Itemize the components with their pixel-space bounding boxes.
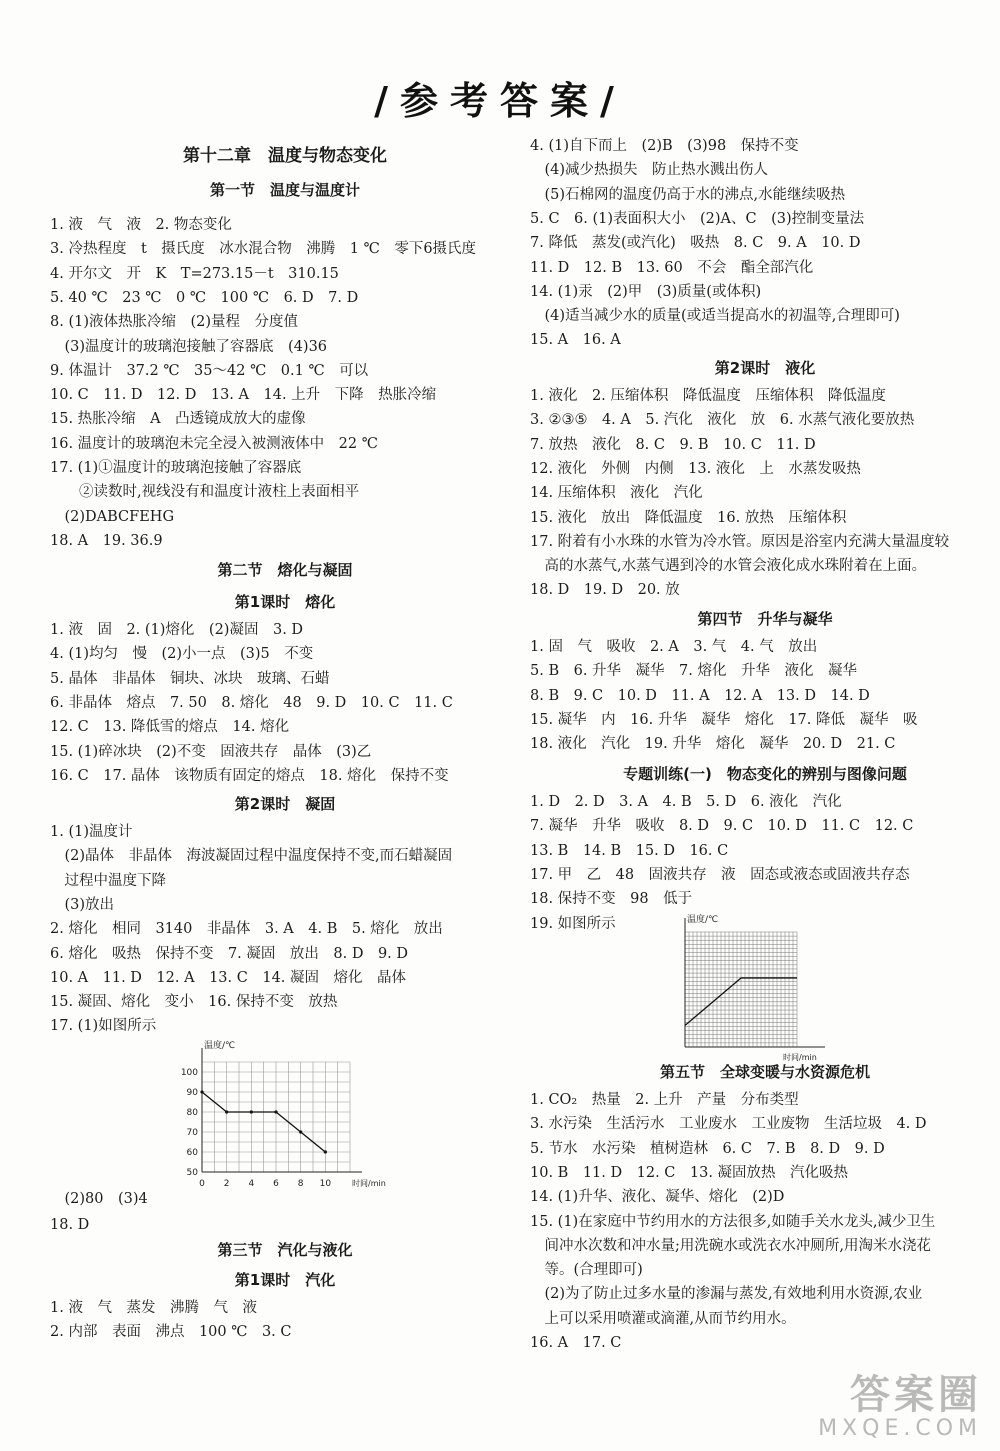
answer-line: 5. C 6. (1)表面积大小 (2)A、C (3)控制变量法 [530,210,865,227]
answer-line: 7. 降低 蒸发(或汽化) 吸热 8. C 9. A 10. D [530,235,861,252]
x-axis-label: 时间/min [783,1053,817,1062]
answer-line: 15. (1)碎冰块 (2)不变 固液共存 晶体 (3)乙 [50,743,372,760]
answer-line: 间冲水次数和冲水量;用洗碗水或洗衣水冲厕所,用淘米水浇花 [530,1237,931,1254]
answer-line: 5. 40 ℃ 23 ℃ 0 ℃ 100 ℃ 6. D 7. D [50,289,359,306]
data-point [324,1150,327,1153]
answer-line: 1. D 2. D 3. A 4. B 5. D 6. 液化 汽化 [530,794,842,810]
answer-line: 11. D 12. B 13. 60 不会 酯全部汽化 [530,259,814,276]
answer-line: 9. 体温计 37.2 ℃ 35～42 ℃ 0.1 ℃ 可以 [50,362,369,379]
lesson-title: 第1课时 汽化 [234,1271,336,1289]
answer-line: 1. 液 固 2. (1)熔化 (2)凝固 3. D [50,622,304,638]
y-tick-label: 50 [186,1168,198,1178]
answer-line: 15. A 16. A [530,332,621,349]
answer-line: 18. 保持不变 98 低于 [530,891,693,908]
answer-line: 8. B 9. C 10. D 11. A 12. A 13. D 14. D [530,687,870,704]
temperature-time-chart-2 [655,912,835,1062]
answer-line: (2)DABCFEHG [50,508,175,525]
answer-line: 4. 开尔文 开 K T=273.15－t 310.15 [50,265,339,282]
data-point [299,1130,302,1133]
lesson-title: 第2课时 凝固 [234,795,336,813]
answer-line: 15. 液化 放出 降低温度 16. 放热 压缩体积 [530,509,847,526]
answer-line: 6. 熔化 吸热 保持不变 7. 凝固 放出 8. D 9. D [50,945,409,962]
answer-line: 10. C 11. D 12. D 13. A 14. 上升 下降 热胀冷缩 [50,387,437,404]
answer-line: 18. 液化 汽化 19. 升华 熔化 凝华 20. D 21. C [530,736,896,753]
answer-line: 等。(合理即可) [530,1262,643,1279]
answer-line: (3)温度计的玻璃泡接触了容器底 (4)36 [50,338,328,355]
answer-line: 7. 凝华 升华 吸收 8. D 9. C 10. D 11. C 12. C [530,818,914,835]
answer-line: (4)减少热损失 防止热水溅出伤人 [530,162,769,179]
answer-line: 5. 晶体 非晶体 铜块、冰块 玻璃、石蜡 [50,670,330,687]
x-tick-label: 0 [199,1179,205,1188]
answer-line: 14. (1)升华、液化、凝华、熔化 (2)D [530,1189,785,1206]
answer-line: 5. B 6. 升华 凝华 7. 熔化 升华 液化 凝华 [530,663,857,680]
answer-line: (2)为了防止过多水量的渗漏与蒸发,有效地利用水资源,农业 [530,1286,923,1303]
answer-line: 8. (1)液体热胀冷缩 (2)量程 分度值 [50,314,299,331]
section-title: 第二节 熔化与凝固 [217,561,353,579]
y-tick-label: 60 [186,1148,198,1158]
answer-line: 1. 液化 2. 压缩体积 降低温度 压缩体积 降低温度 [530,388,886,404]
answer-line: (4)适当减少水的质量(或适当提高水的初温等,合理即可) [530,308,900,325]
section-title: 第五节 全球变暖与水资源危机 [659,1063,870,1081]
answer-line: 上可以采用喷灌或滴灌,从而节约用水。 [530,1310,796,1327]
answer-line: 1. 固 气 吸收 2. A 3. 气 4. 气 放出 [530,639,818,655]
temperature-time-chart-1 [178,1038,388,1188]
data-point [274,1110,277,1113]
answer-line: 19. 如图所示 [530,915,616,932]
x-tick-label: 10 [319,1179,332,1188]
data-point [200,1090,203,1093]
answer-line: 12. 液化 外侧 内侧 13. 液化 上 水蒸发吸热 [530,460,861,477]
y-tick-label: 100 [180,1068,198,1078]
y-axis-label: 温度/℃ [687,915,719,925]
answer-line: 4. (1)自下而上 (2)B (3)98 保持不变 [530,138,799,154]
lesson-title: 第1课时 熔化 [234,593,336,611]
answer-line: 1. 液 气 液 2. 物态变化 [50,217,232,233]
answer-line: 高的水蒸气,水蒸气遇到冷的水管会液化成水珠附着在上面。 [530,558,927,575]
answer-line: (5)石棉网的温度仍高于水的沸点,水能继续吸热 [530,186,846,203]
answer-line: 12. C 13. 降低雪的熔点 14. 熔化 [50,719,290,736]
answer-line: 16. C 17. 晶体 该物质有固定的熔点 18. 熔化 保持不变 [50,767,449,784]
section-title: 第一节 温度与温度计 [209,181,360,199]
x-tick-label: 8 [297,1179,304,1188]
answer-line: 18. D 19. D 20. 放 [530,582,680,599]
answer-line: 15. 凝华 内 16. 升华 凝华 熔化 17. 降低 凝华 吸 [530,711,918,728]
answer-line: 6. 非晶体 熔点 7. 50 8. 熔化 48 9. D 10. C 11. C [50,694,453,711]
answer-line: 3. ②③⑤ 4. A 5. 汽化 液化 放 6. 水蒸气液化要放热 [530,412,915,429]
answer-line: 2. 熔化 相同 3140 非晶体 3. A 4. B 5. 熔化 放出 [50,921,443,938]
answer-line: 10. A 11. D 12. A 13. C 14. 凝固 熔化 晶体 [50,969,407,986]
y-tick-label: 90 [186,1088,198,1098]
answer-line: (2)80 (3)4 [50,1191,148,1207]
section-title: 第四节 升华与凝华 [697,610,833,628]
x-tick-label: 2 [223,1179,230,1188]
answer-line: (2)晶体 非晶体 海波凝固过程中温度保持不变,而石蜡凝固 [50,848,453,865]
x-tick-label: 6 [273,1179,279,1188]
answer-line: 15. 热胀冷缩 A 凸透镜成放大的虚像 [50,411,306,428]
watermark-url: MXQE.COM [818,1416,982,1441]
data-point [250,1110,253,1113]
answer-line: 1. 液 气 蒸发 沸腾 气 液 [50,1300,257,1316]
answer-line: 15. (1)在家庭中节约用水的方法很多,如随手关水龙头,减少卫生 [530,1213,936,1230]
answer-line: 17. (1)如图所示 [50,1018,157,1035]
answer-line: 16. 温度计的玻璃泡未完全浸入被测液体中 22 ℃ [50,435,378,452]
answer-line: 17. 附着有小水珠的水管为冷水管。原因是浴室内充满大量温度较 [530,533,950,550]
answer-line: 5. 节水 水污染 植树造林 6. C 7. B 8. D 9. D [530,1140,885,1157]
answer-line: 过程中温度下降 [50,872,166,889]
answer-line: 17. (1)①温度计的玻璃泡接触了容器底 [50,460,302,476]
data-point [225,1110,228,1113]
answer-line: 1. (1)温度计 [50,824,133,840]
section-title: 专题训练(一) 物态变化的辨别与图像问题 [623,765,907,783]
answer-line: 10. B 11. D 12. C 13. 凝固放热 汽化吸热 [530,1164,849,1181]
section-title: 第三节 汽化与液化 [217,1241,353,1259]
answer-line: 4. (1)均匀 慢 (2)小一点 (3)5 不变 [50,646,314,663]
answer-line: 13. B 14. B 15. D 16. C [530,842,729,859]
answer-line: (3)放出 [50,896,115,913]
answer-line: 17. 甲 乙 48 固液共存 液 固态或液态或固液共存态 [530,866,910,883]
answer-line: 3. 冷热程度 t 摄氏度 冰水混合物 沸腾 1 ℃ 零下6摄氏度 [50,241,477,258]
answer-line: 2. 内部 表面 沸点 100 ℃ 3. C [50,1324,292,1341]
answer-line: 18. A 19. 36.9 [50,532,163,549]
y-tick-label: 80 [186,1108,198,1118]
x-tick-label: 4 [248,1179,255,1188]
watermark [818,1373,982,1441]
x-axis-label: 时间/min [352,1179,386,1188]
watermark-text: 答案圈 [850,1372,982,1418]
lesson-title: 第2课时 液化 [714,359,816,377]
answer-line: 14. 压缩体积 液化 汽化 [530,485,703,502]
answer-line: ②读数时,视线没有和温度计液柱上表面相平 [50,484,360,501]
chapter-title: 第十二章 温度与物态变化 [183,146,387,166]
answer-line: 16. A 17. C [530,1335,622,1351]
answer-line: 1. CO₂ 热量 2. 上升 产量 分布类型 [530,1092,799,1108]
answer-line: 14. (1)汞 (2)甲 (3)质量(或体积) [530,283,762,300]
y-tick-label: 70 [186,1128,198,1138]
y-axis-label: 温度/℃ [204,1041,236,1051]
answer-line: 18. D [50,1217,90,1233]
answer-line: 15. 凝固、熔化 变小 16. 保持不变 放热 [50,994,338,1011]
answer-banner: /参考答案/ [374,79,626,123]
answer-line: 7. 放热 液化 8. C 9. B 10. C 11. D [530,436,816,453]
answer-line: 3. 水污染 生活污水 工业废水 工业废物 生活垃圾 4. D [530,1116,927,1133]
